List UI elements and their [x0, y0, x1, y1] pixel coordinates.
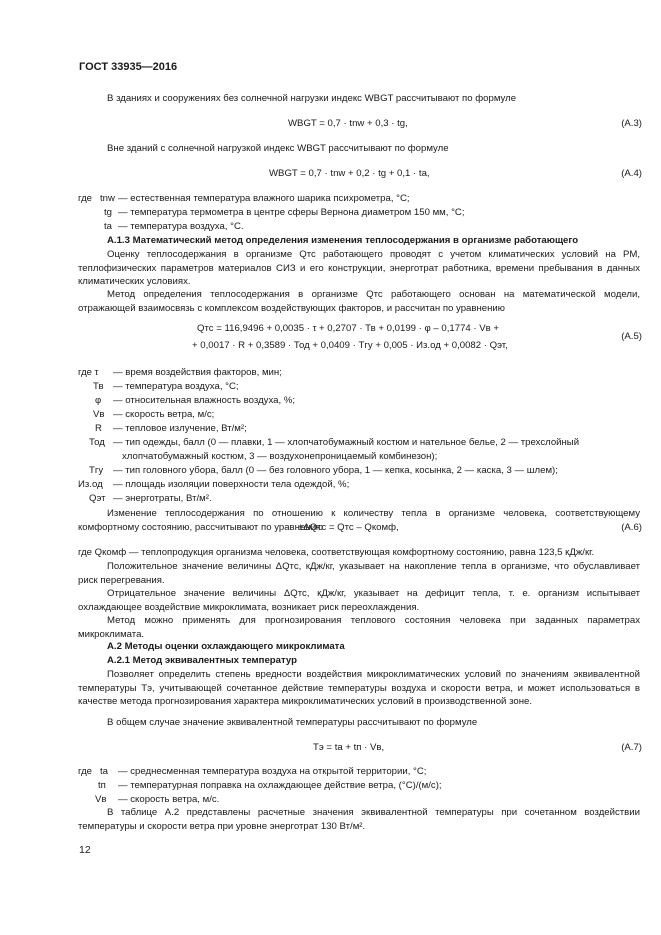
- paragraph-a3-intro: В зданиях и сооружениях без солнечной нагрузки индекс WBGT рассчитывают по формуле: [107, 93, 517, 104]
- equation-a4: WBGT = 0,7 · tnw + 0,2 · tg + 0,1 · ta,: [269, 168, 430, 179]
- where-list-3: где Qкомф — теплопродукция организма человека, соответствующая комфортному состоянию, равна 123,5 кДж/кг.: [78, 547, 595, 558]
- definition: — температура воздуха, °С;: [113, 381, 239, 392]
- symbol: Тгу: [89, 465, 104, 476]
- paragraph-table: В таблице А.2 представлены расчетные значения эквивалентной температуры при сочетанном воздействии температуры и скорости ветра при уровне энерготрат 130 Вт/м².: [78, 807, 640, 832]
- definition: — температура термометра в центре сферы Вернона диаметром 150 мм, °С;: [118, 207, 465, 218]
- symbol: Vв: [95, 794, 107, 805]
- definition: — относительная влажность воздуха, %;: [113, 395, 296, 406]
- equation-a5-line1: Qтс = 116,9496 + 0,0035 · τ + 0,2707 · Тв + 0,0199 · φ – 0,1774 · Vв +: [197, 323, 500, 334]
- paragraph-change: Изменение теплосодержания по отношению к количеству тепла в организме человека, соответствующему комфортному состоянию, рассчитывают по уравнению: [78, 508, 640, 533]
- paragraph-negative: Отрицательное значение величины ΔQтс, кДж/кг, указывает на дефицит тепла, т. е. организм испытывает охлаждающее воздействие микроклимата, возникает риск переохлаждения.: [78, 588, 640, 613]
- paragraph-general: В общем случае значение эквивалентной температуры рассчитывают по формуле: [107, 717, 478, 728]
- section-a2-heading: А.2 Методы оценки охлаждающего микроклимата: [107, 641, 345, 652]
- equation-a5-number: (А.5): [621, 331, 642, 342]
- where-prefix: где: [78, 766, 93, 777]
- symbol: R: [95, 423, 102, 434]
- equation-a5-line2: + 0,0017 · R + 0,3589 · Тод + 0,0409 · Тгу + 0,005 · Из.од + 0,0082 · Qэт,: [192, 340, 508, 351]
- symbol: Тв: [93, 381, 104, 392]
- symbol: Qэт: [89, 493, 106, 504]
- definition: — площадь изоляции поверхности тела одеждой, %;: [113, 479, 350, 490]
- equation-a4-number: (А.4): [621, 168, 642, 179]
- paragraph-positive: Положительное значение величины ΔQтс, кДж/кг, указывает на накопление тепла в организме, что обуславливает риск перегревания.: [78, 561, 640, 586]
- standard-header: ГОСТ 33935—2016: [79, 61, 178, 73]
- paragraph-method: Метод можно применять для прогнозирования теплового состояния человека при заданных параметрах микроклимата.: [78, 615, 640, 640]
- definition: — скорость ветра, м/с.: [118, 794, 220, 805]
- symbol: Тод: [89, 437, 105, 448]
- equation-a6-number: (А.6): [621, 522, 642, 533]
- equation-a7: Тэ = tа + tп · Vв,: [313, 742, 385, 753]
- paragraph-a4-intro: Вне зданий с солнечной нагрузкой индекс WBGT рассчитывают по формуле: [107, 143, 449, 154]
- definition: — тепловое излучение, Вт/м²;: [113, 423, 247, 434]
- equation-a3-number: (А.3): [621, 118, 642, 129]
- symbol: ta: [104, 221, 113, 232]
- equation-a7-number: (А.7): [621, 742, 642, 753]
- equation-a6: ±ΔQтс = Qтс – Qкомф,: [298, 522, 399, 533]
- paragraph-a21: Позволяет определить степень вредности воздействия микроклиматических условий по значениям эквивалентной температуры Тэ, учитывающей сочетанное действие температуры воздуха и скорости ветра, и может использоваться в качестве метода прогнозирования характера микроклиматических условий в производственной зоне.: [78, 669, 640, 708]
- symbol: tg: [104, 207, 113, 218]
- definition: — время воздействия факторов, мин;: [113, 367, 282, 378]
- where-prefix: где: [78, 193, 93, 204]
- definition: — температура воздуха, °С.: [118, 221, 244, 232]
- definition: — тип головного убора, балл (0 — без головного убора, 1 — кепка, косынка, 2 — каска, 3 — шлем);: [113, 465, 558, 476]
- definition: — естественная температура влажного шарика психрометра, °С;: [118, 193, 410, 204]
- definition: — энерготраты, Вт/м².: [113, 493, 212, 504]
- definition: — среднесменная температура воздуха на открытой территории, °С;: [118, 766, 427, 777]
- definition: — температурная поправка на охлаждающее действие ветра, (°С)/(м/с);: [118, 780, 442, 791]
- definition: — скорость ветра, м/с;: [113, 409, 215, 420]
- section-a13-heading: А.1.3 Математический метод определения изменения теплосодержания в организме работающего: [107, 235, 579, 246]
- definition-continued: хлопчатобумажный костюм, 3 — воздухонепроницаемый комбинезон);: [122, 451, 438, 462]
- symbol: tа: [100, 766, 109, 777]
- symbol: где τ: [78, 367, 99, 378]
- symbol: Из.од: [78, 479, 103, 490]
- symbol: Vв: [93, 409, 105, 420]
- symbol: φ: [95, 395, 102, 406]
- paragraph-a13-1: Оценку теплосодержания в организме Qтс работающего проводят с учетом климатических условий на РМ, теплофизических параметров материалов СИЗ и его конструкции, энерготрат работника, времени пребывания в данных климатических условиях.: [78, 249, 640, 288]
- page-number: 12: [79, 844, 91, 856]
- equation-a3: WBGT = 0,7 · tnw + 0,3 · tg,: [288, 118, 408, 129]
- symbol: tп: [98, 780, 106, 791]
- symbol: tnw: [100, 193, 115, 204]
- definition: — тип одежды, балл (0 — плавки, 1 — хлопчатобумажный костюм и нательное белье, 2 — трехслойный: [113, 437, 580, 448]
- paragraph-a13-2: Метод определения теплосодержания в организме Qтс работающего основан на математической модели, отражающей взаимосвязь с комплексом воздействующих факторов, и рассчитан по уравнению: [78, 289, 640, 314]
- section-a21-heading: А.2.1 Метод эквивалентных температур: [107, 655, 297, 666]
